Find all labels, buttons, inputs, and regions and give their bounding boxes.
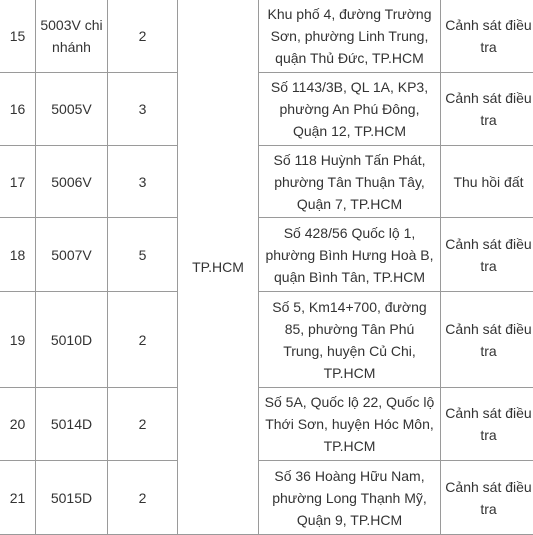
note-cell: Cảnh sát điều tra (441, 0, 533, 73)
facility-code-cell: 5005V (36, 73, 108, 146)
address-cell: Số 428/56 Quốc lộ 1, phường Bình Hưng Hoà B, quận Bình Tân, TP.HCM (259, 218, 441, 292)
row-number-cell: 17 (0, 146, 36, 218)
table-row (0, 292, 533, 388)
row-number-cell: 16 (0, 73, 36, 146)
row-number-cell: 18 (0, 218, 36, 292)
table-row (0, 73, 533, 146)
quantity-cell: 2 (108, 0, 178, 73)
facility-code-cell: 5010D (36, 292, 108, 388)
facility-code-cell: 5014D (36, 388, 108, 461)
quantity-cell: 2 (108, 292, 178, 388)
row-number-cell: 21 (0, 461, 36, 535)
quantity-cell: 3 (108, 73, 178, 146)
note-cell: Cảnh sát điều tra (441, 73, 533, 146)
row-number-cell: 19 (0, 292, 36, 388)
note-cell: Thu hồi đất (441, 146, 533, 218)
table-row (0, 0, 533, 73)
quantity-cell: 2 (108, 388, 178, 461)
address-cell: Số 36 Hoàng Hữu Nam, phường Long Thạnh Mỹ, Quận 9, TP.HCM (259, 461, 441, 535)
facility-code-cell: 5015D (36, 461, 108, 535)
address-cell: Số 118 Huỳnh Tấn Phát, phường Tân Thuận Tây, Quận 7, TP.HCM (259, 146, 441, 218)
facility-code-cell: 5003V chi nhánh (36, 0, 108, 73)
city-cell: TP.HCM (178, 0, 259, 535)
table-row (0, 388, 533, 461)
address-cell: Số 5, Km14+700, đường 85, phường Tân Phú Trung, huyện Củ Chi, TP.HCM (259, 292, 441, 388)
note-cell: Cảnh sát điều tra (441, 388, 533, 461)
row-number-cell: 20 (0, 388, 36, 461)
facility-code-cell: 5006V (36, 146, 108, 218)
table-row (0, 218, 533, 292)
note-cell: Cảnh sát điều tra (441, 461, 533, 535)
note-cell: Cảnh sát điều tra (441, 292, 533, 388)
note-cell: Cảnh sát điều tra (441, 218, 533, 292)
address-cell: Số 5A, Quốc lộ 22, Quốc lộ Thới Sơn, huyện Hóc Môn, TP.HCM (259, 388, 441, 461)
quantity-cell: 5 (108, 218, 178, 292)
quantity-cell: 3 (108, 146, 178, 218)
table-row (0, 461, 533, 535)
facility-code-cell: 5007V (36, 218, 108, 292)
table-row (0, 146, 533, 218)
address-cell: Khu phố 4, đường Trường Sơn, phường Linh Trung, quận Thủ Đức, TP.HCM (259, 0, 441, 73)
quantity-cell: 2 (108, 461, 178, 535)
row-number-cell: 15 (0, 0, 36, 73)
address-cell: Số 1143/3B, QL 1A, KP3, phường An Phú Đông, Quận 12, TP.HCM (259, 73, 441, 146)
